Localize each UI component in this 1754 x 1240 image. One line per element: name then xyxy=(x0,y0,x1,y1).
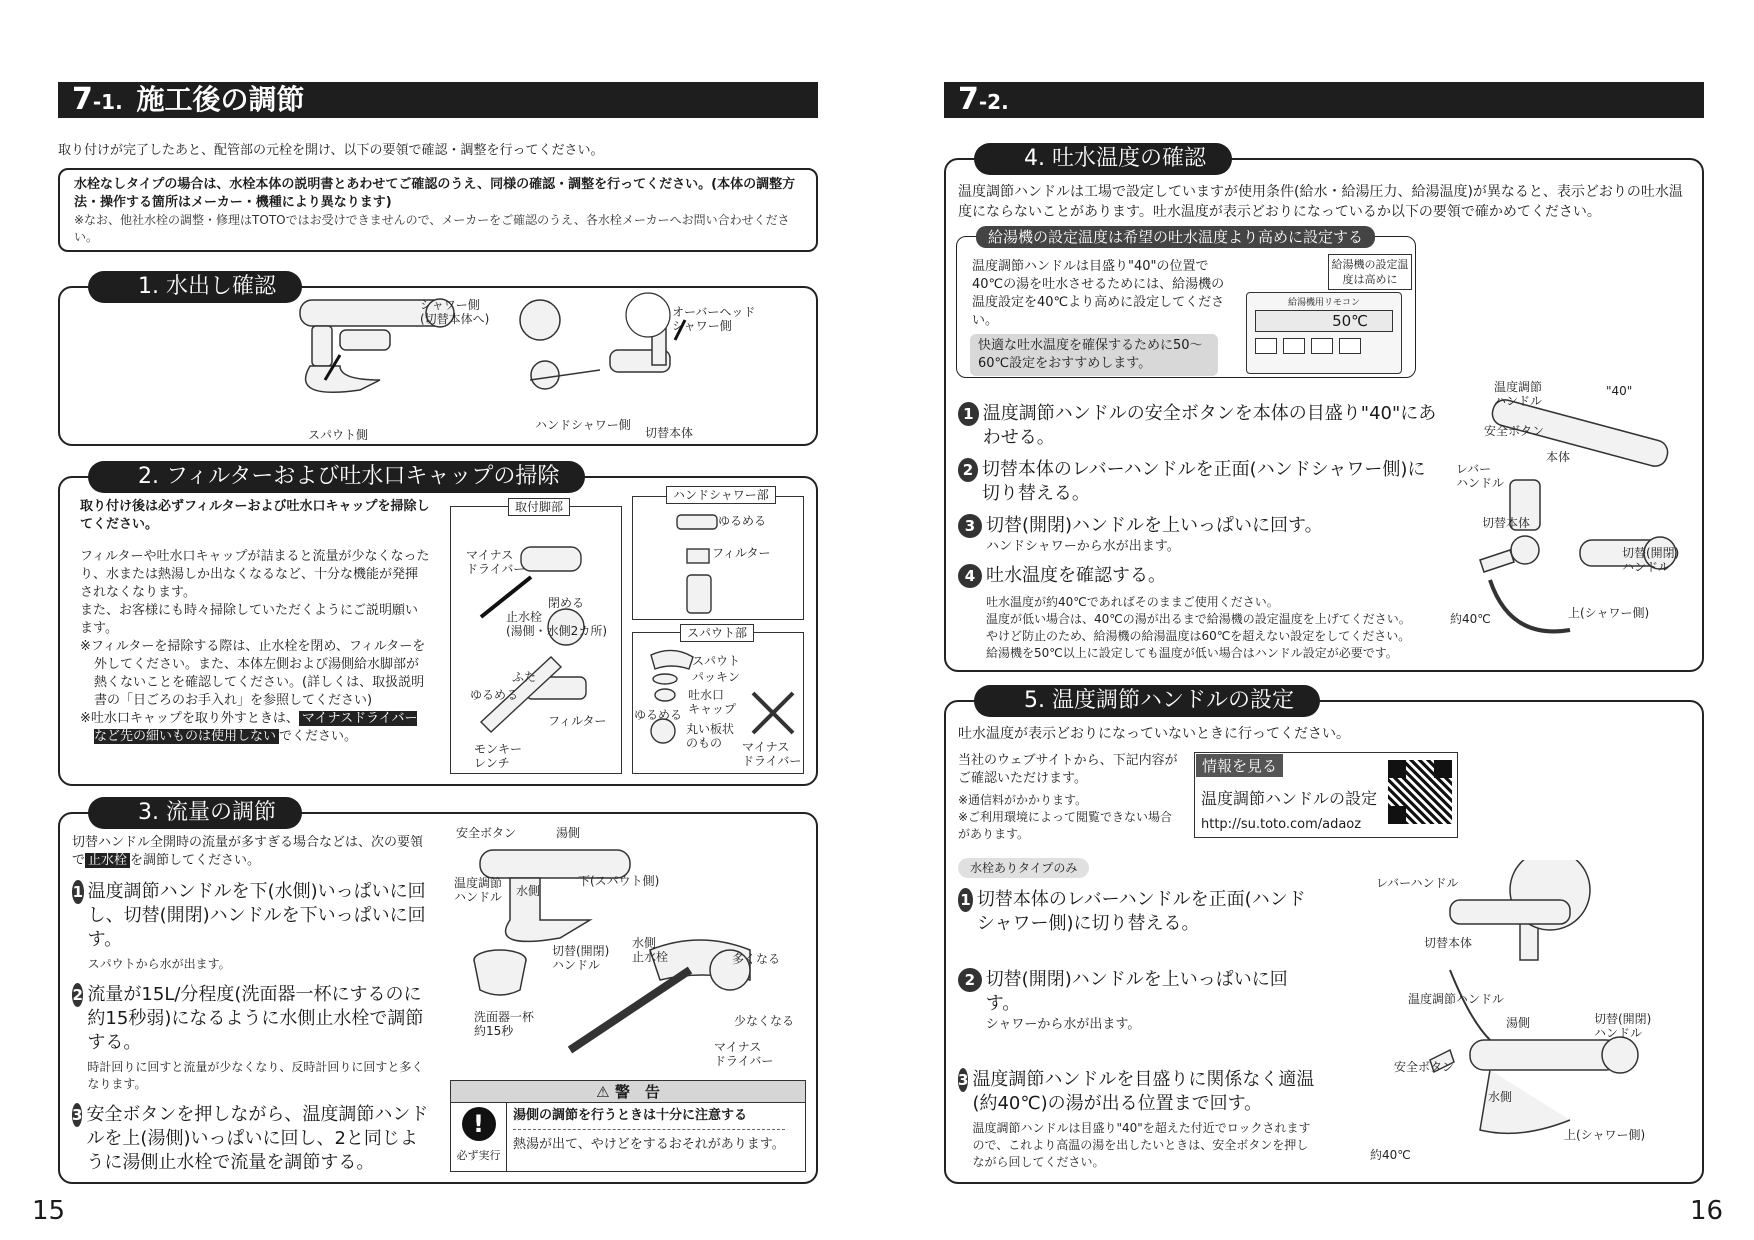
qr-code[interactable] xyxy=(1388,760,1452,824)
step-text: 流量が15L/分程度(洗面器一杯にするのに約15秒弱)になるように水側止水栓で調節する。 xyxy=(87,984,424,1053)
sec3-label-driver: マイナス ドライバー xyxy=(714,1040,774,1068)
sec3-label-temphandle: 温度調節 ハンドル xyxy=(454,876,503,904)
remote-caption: 給湯機の設定温度は高めに xyxy=(1328,254,1412,290)
intro-text: 取り付けが完了したあと、配管部の元栓を開け、以下の要領で確認・調整を行ってください。 xyxy=(58,143,604,158)
sec4-label-switchhandle: 切替(開閉) ハンドル xyxy=(1622,546,1680,574)
section-5-heading: 5. 温度調節ハンドルの設定 xyxy=(974,685,1320,717)
step-number: 2 xyxy=(958,968,982,992)
mount-label-loosen: ゆるめる xyxy=(470,688,519,702)
sec3-intro xyxy=(72,834,432,870)
sec3-intro-pre: 切替ハンドル全開時の流量が多すぎる場合などは、次の要領で xyxy=(72,835,424,868)
sec4-subtext: 温度調節ハンドルは目盛り"40"の位置で40℃の湯を吐水させるためには、給湯機の温度設定を40℃より高めに設定してください。 xyxy=(972,259,1225,328)
step-text: 切替本体のレバーハンドルを正面(ハンドシャワー側)に切り替える。 xyxy=(981,459,1426,504)
sec4-intro: 温度調節ハンドルは工場で設定していますが使用条件(給水・給湯圧力、給湯温度)が異なると、表示どおりの吐水温度にならないことがあります。吐水温度が表示どおりになっているか以下の要領で確かめてください。 xyxy=(958,184,1683,220)
step-body xyxy=(986,968,1318,1034)
sec1-label-overhead: オーバーヘッド シャワー側 xyxy=(672,305,756,333)
sec3-label-cold: 水側 xyxy=(516,884,541,898)
sec3-steps xyxy=(72,880,432,1175)
sec1-label-switch: 切替本体 xyxy=(645,426,694,440)
step-sub: 時計回りに回すと流量が少なくなり、反時計回りに回すと多くなります。 xyxy=(87,1060,424,1091)
step-number: 3 xyxy=(958,514,982,538)
right-page-title: 7-2. xyxy=(944,82,1704,118)
sec2-note2-pre: ※吐水口キャップを取り外すときは、 xyxy=(80,711,299,726)
sec3-label-more: 多くなる xyxy=(732,952,781,966)
remote-button xyxy=(1255,338,1277,354)
step-number: 2 xyxy=(958,458,978,482)
step-sub: ハンドシャワーから水が出ます。 xyxy=(986,539,1180,554)
step-body xyxy=(986,514,1323,556)
sec4-pill: 快適な吐水温度を確保するために50〜60℃設定をおすすめします。 xyxy=(970,334,1218,376)
sec5-web-note: ※通信料がかかります。 ※ご利用環境によって閲覧できない場合があります。 xyxy=(958,793,1173,841)
section-2-heading: 2. フィルターおよび吐水口キャップの掃除 xyxy=(88,461,585,493)
sec2-text-column xyxy=(80,498,430,746)
sec5-label-switchhandle: 切替(開閉) ハンドル xyxy=(1594,1012,1652,1040)
box-mount xyxy=(450,506,622,774)
remote-display: 50℃ xyxy=(1255,310,1393,332)
step-sub: 温度調節ハンドルは目盛り"40"を超えた付近でロックされますので、これより高温の湯を出したいときは、安全ボタンを押しながら回してください。 xyxy=(972,1121,1311,1169)
warning-title: ⚠ 警 告 xyxy=(451,1081,805,1103)
sec4-label-safety: 安全ボタン xyxy=(1484,424,1545,438)
notice-bold: 水栓なしタイプの場合は、水栓本体の説明書とあわせてご確認のうえ、同様の確認・調整を行ってください。(本体の調整方法・操作する箇所はメーカー・機種により異なります) xyxy=(74,177,796,210)
step-number: 1 xyxy=(958,888,973,912)
step-body xyxy=(87,983,432,1093)
sec5-label-lever: レバーハンドル xyxy=(1376,876,1459,890)
spout-label-loosen: ゆるめる xyxy=(634,708,683,722)
left-page-title: 7-1. 施工後の調節 xyxy=(58,82,818,118)
sec3-intro-post: を調節してください。 xyxy=(130,853,261,868)
mount-label-filter: フィルター xyxy=(548,714,607,728)
warning-box xyxy=(450,1080,806,1172)
sec3-label-switchhandle: 切替(開閉) ハンドル xyxy=(552,944,610,972)
spout-label-cap: 吐水口 キャップ xyxy=(688,688,737,716)
sec4-label-switchbody: 切替本体 xyxy=(1482,516,1531,530)
warning-icon-label: 必ず実行 xyxy=(456,1149,501,1162)
sec3-label-hot: 湯側 xyxy=(556,826,581,840)
step-number: 3 xyxy=(72,1103,82,1127)
sec5-step-3 xyxy=(958,1068,1318,1171)
remote-control xyxy=(1246,292,1402,374)
right-page-number: 16 xyxy=(1690,1196,1724,1226)
step-text: 切替(開閉)ハンドルを上いっぱいに回す。 xyxy=(985,969,1288,1014)
mount-label-lid: ふた xyxy=(512,670,537,684)
sec5-label-up: 上(シャワー側) xyxy=(1564,1128,1646,1142)
step-number: 2 xyxy=(72,983,83,1007)
type-tag: 水栓ありタイプのみ xyxy=(958,858,1089,878)
sec5-label-safety: 安全ボタン xyxy=(1394,1060,1455,1074)
sec4-subheading: 給湯機の設定温度は希望の吐水温度より高めに設定する xyxy=(976,226,1375,248)
sec1-label-handshower: ハンドシャワー側 xyxy=(535,418,631,432)
step-sub: シャワーから水が出ます。 xyxy=(985,1017,1141,1032)
spout-label-driver: マイナス ドライバー xyxy=(742,740,802,768)
step-text: 切替(開閉)ハンドルを上いっぱいに回す。 xyxy=(986,515,1323,536)
sec4-step-2 xyxy=(958,458,1438,506)
sec3-step-1 xyxy=(72,880,432,973)
remote-title: 給湯機用リモコン xyxy=(1287,298,1360,308)
sec2-note1: ※フィルターを掃除する際は、止水栓を閉め、フィルターを外してください。また、本体左側および湯側給水脚部が熱くないことを確認してください。(詳しくは、取扱説明書の「日ごろのお手入れ」を参照してください) xyxy=(80,639,426,708)
info-badge: 情報を見る xyxy=(1196,754,1283,777)
sec3-label-basin: 洗面器一杯 約15秒 xyxy=(474,1010,535,1038)
info-title: 温度調節ハンドルの設定 xyxy=(1201,789,1378,808)
warning-icon-cell xyxy=(451,1103,507,1171)
step-text: 温度調節ハンドルを目盛りに関係なく適温(約40℃)の湯が出る位置まで回す。 xyxy=(972,1069,1315,1114)
sec5-web-text: 当社のウェブサイトから、下記内容がご確認いただけます。 xyxy=(958,753,1178,786)
step-number: 3 xyxy=(958,1068,968,1092)
left-page-number: 15 xyxy=(32,1196,66,1226)
info-url[interactable]: http://su.toto.com/adaoz xyxy=(1201,817,1362,832)
warning-triangle-icon: ⚠ xyxy=(596,1083,610,1101)
step-number: 1 xyxy=(958,402,979,426)
sec3-label-down: 下(スパウト側) xyxy=(578,874,660,888)
handshower-label-filter: フィルター xyxy=(712,546,771,560)
remote-button xyxy=(1311,338,1333,354)
mount-label-driver: マイナス ドライバー xyxy=(466,548,526,576)
step-text: 安全ボタンを押しながら、温度調節ハンドルを上(湯側)いっぱいに回し、2と同じように湯側止水栓で流量を調節する。 xyxy=(86,1104,429,1173)
mount-label-close: 閉める xyxy=(548,596,585,610)
sec4-label-lever: レバー ハンドル xyxy=(1456,462,1505,490)
sec2-note2-inverted: マイナスドライバーなど先の細いものは使用しない xyxy=(94,711,418,744)
spout-label-disc: 丸い板状 のもの xyxy=(686,722,735,750)
warning-body xyxy=(451,1103,805,1171)
mount-label-stopvalve: 止水栓 (湯側・水側2カ所) xyxy=(506,610,607,638)
step-body xyxy=(986,564,1411,662)
step-number: 4 xyxy=(958,564,982,588)
sec3-step-2 xyxy=(72,983,432,1093)
sec4-step-1 xyxy=(958,402,1438,450)
remote-button xyxy=(1339,338,1361,354)
section-1-heading: 1. 水出し確認 xyxy=(88,271,302,303)
step-text: 切替本体のレバーハンドルを正面(ハンドシャワー側)に切り替える。 xyxy=(976,889,1306,934)
box-mount-title: 取付脚部 xyxy=(508,498,570,516)
step-text: 温度調節ハンドルを下(水側)いっぱいに回し、切替(開閉)ハンドルを下いっぱいに回す。 xyxy=(87,881,426,950)
sec5-label-switchbody: 切替本体 xyxy=(1424,936,1473,950)
sec4-label-temphandle: 温度調節 ハンドル xyxy=(1494,380,1543,408)
notice-small: ※なお、他社水栓の調整・修理はTOTOではお受けできませんので、メーカーをご確認のうえ、各水栓メーカーへお問い合わせください。 xyxy=(74,213,790,244)
sec3-label-safety: 安全ボタン xyxy=(456,826,517,840)
exclamation-icon: ! xyxy=(462,1107,496,1141)
sec2-note2-post: でください。 xyxy=(279,729,358,744)
sec4-step-3 xyxy=(958,514,1438,556)
step-sub: スパウトから水が出ます。 xyxy=(87,957,231,971)
mount-label-wrench: モンキー レンチ xyxy=(474,742,523,770)
sec1-label-spout: スパウト側 xyxy=(308,428,369,442)
sec5-label-cold: 水側 xyxy=(1488,1090,1513,1104)
warning-bold: 湯側の調節を行うときは十分に注意する xyxy=(513,1107,785,1130)
sec4-label-body: 本体 xyxy=(1546,450,1571,464)
sec3-label-less: 少なくなる xyxy=(734,1014,795,1028)
sec4-steps xyxy=(958,402,1438,662)
sec5-label-temphandle: 温度調節ハンドル xyxy=(1408,992,1505,1006)
spout-label-spout: スパウト xyxy=(692,654,741,668)
warning-text-cell xyxy=(507,1103,791,1171)
step-sub: 吐水温度が約40℃であればそのままご使用ください。 温度が低い場合は、40℃の湯が出るまで給湯機の設定温度を上げてください。 やけど防止のため、給湯機の給湯温度は60℃を超えない設定をしてください。 給湯機を50℃以上に設定しても温度が低い場合はハンドル設定が必要です。 xyxy=(986,595,1411,660)
step-text: 吐水温度を確認する。 xyxy=(986,565,1166,586)
step-body xyxy=(972,1068,1318,1171)
notice-box xyxy=(58,168,818,252)
sec2-body2: また、お客様にも時々掃除していただくようにご説明願います。 xyxy=(80,603,419,636)
step-body xyxy=(86,1103,432,1175)
sec5-label-hot: 湯側 xyxy=(1506,1016,1531,1030)
remote-button xyxy=(1283,338,1305,354)
sec4-label-40c: 約40℃ xyxy=(1450,612,1491,626)
sec5-step-2 xyxy=(958,968,1318,1034)
sec2-note2 xyxy=(80,710,430,746)
sec2-bold-text: 取り付け後は必ずフィルターおよび吐水口キャップを掃除してください。 xyxy=(80,499,430,532)
section-3-heading: 3. 流量の調節 xyxy=(88,797,302,829)
step-number: 1 xyxy=(72,880,84,904)
sec5-intro: 吐水温度が表示どおりになっていないときに行ってください。 xyxy=(958,726,1350,742)
box-handshower-title: ハンドシャワー部 xyxy=(666,486,776,504)
spout-label-packing: パッキン xyxy=(692,670,740,684)
section-4-heading: 4. 吐水温度の確認 xyxy=(974,143,1232,175)
step-body xyxy=(88,880,432,973)
sec2-body1: フィルターや吐水口キャップが詰まると流量が少なくなったり、水または熱湯しか出なくなるなど、十分な機能が発揮されなくなります。 xyxy=(80,549,430,600)
warning-text: 熱湯が出て、やけどをするおそれがあります。 xyxy=(513,1137,785,1152)
sec5-step-1 xyxy=(958,888,1318,936)
sec1-label-shower: シャワー側 (切替本体へ) xyxy=(420,298,490,326)
remote-buttons xyxy=(1255,338,1393,354)
step-text: 温度調節ハンドルの安全ボタンを本体の目盛り"40"にあわせる。 xyxy=(982,403,1437,448)
sec4-label-up: 上(シャワー側) xyxy=(1568,606,1650,620)
sec5-label-40c: 約40℃ xyxy=(1370,1148,1411,1162)
sec3-step-3 xyxy=(72,1103,432,1175)
sec4-step-4 xyxy=(958,564,1438,662)
handshower-label-loosen: ゆるめる xyxy=(718,514,767,528)
box-spout-title: スパウト部 xyxy=(680,624,754,642)
sec3-intro-inverted: 止水栓 xyxy=(85,853,130,868)
sec3-label-coldvalve: 水側 止水栓 xyxy=(632,936,669,964)
sec4-label-40: "40" xyxy=(1606,384,1633,398)
